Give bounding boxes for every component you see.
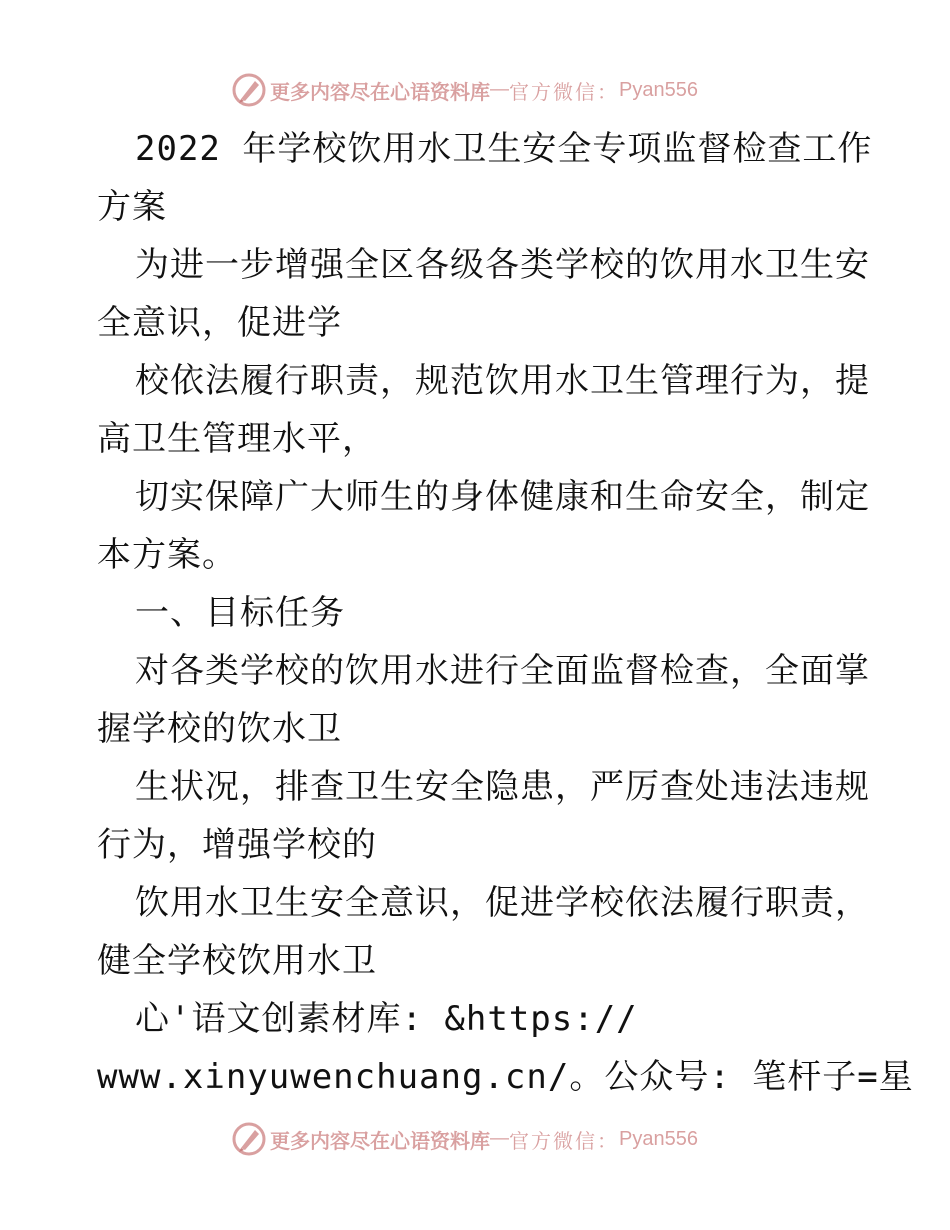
watermark-wechat-id: Pyan556: [619, 78, 698, 101]
paragraph-line: 健全学校饮用水卫: [97, 941, 377, 981]
section-heading: 一、目标任务: [135, 593, 345, 633]
paragraph-line: 校依法履行职责，规范饮用水卫生管理行为，提: [135, 361, 870, 401]
paragraph-line: 切实保障广大师生的身体健康和生命安全，制定: [135, 477, 870, 517]
paragraph-line: 高卫生管理水平，: [97, 419, 377, 459]
pen-logo-icon: [232, 73, 266, 107]
paragraph-line: 为进一步增强全区各级各类学校的饮用水卫生安: [135, 245, 870, 285]
title-line-1: 2022 年学校饮用水卫生安全专项监督检查工作: [135, 129, 873, 169]
paragraph-line: 本方案。: [97, 535, 237, 575]
pen-logo-icon: [232, 1122, 266, 1156]
paragraph-line: 对各类学校的饮用水进行全面监督检查，全面掌: [135, 651, 870, 691]
title-line-2: 方案: [97, 187, 167, 227]
watermark-text: 更多内容尽在心语资料库: [270, 79, 490, 104]
watermark-header: [232, 72, 732, 108]
watermark-text: 更多内容尽在心语资料库: [270, 1128, 490, 1153]
paragraph-line: 生状况，排查卫生安全隐患，严厉查处违法违规: [135, 767, 870, 807]
watermark-official-label: 官方微信：: [509, 1128, 619, 1153]
source-line: 心'语文创素材库: &https://: [135, 999, 638, 1039]
paragraph-line: 握学校的饮水卫: [97, 709, 342, 749]
watermark-dash: —: [490, 79, 509, 100]
watermark-wechat-id: Pyan556: [619, 1127, 698, 1150]
source-url-line: www.xinyuwenchuang.cn/。公众号: 笔杆子=星: [97, 1057, 914, 1097]
paragraph-line: 全意识，促进学: [97, 303, 342, 343]
watermark-footer: [232, 1121, 732, 1157]
paragraph-line: 行为，增强学校的: [97, 825, 377, 865]
watermark-dash: —: [490, 1128, 509, 1149]
document-body: [97, 120, 914, 1106]
paragraph-line: 饮用水卫生安全意识，促进学校依法履行职责，: [135, 883, 870, 923]
watermark-official-label: 官方微信：: [509, 79, 619, 104]
